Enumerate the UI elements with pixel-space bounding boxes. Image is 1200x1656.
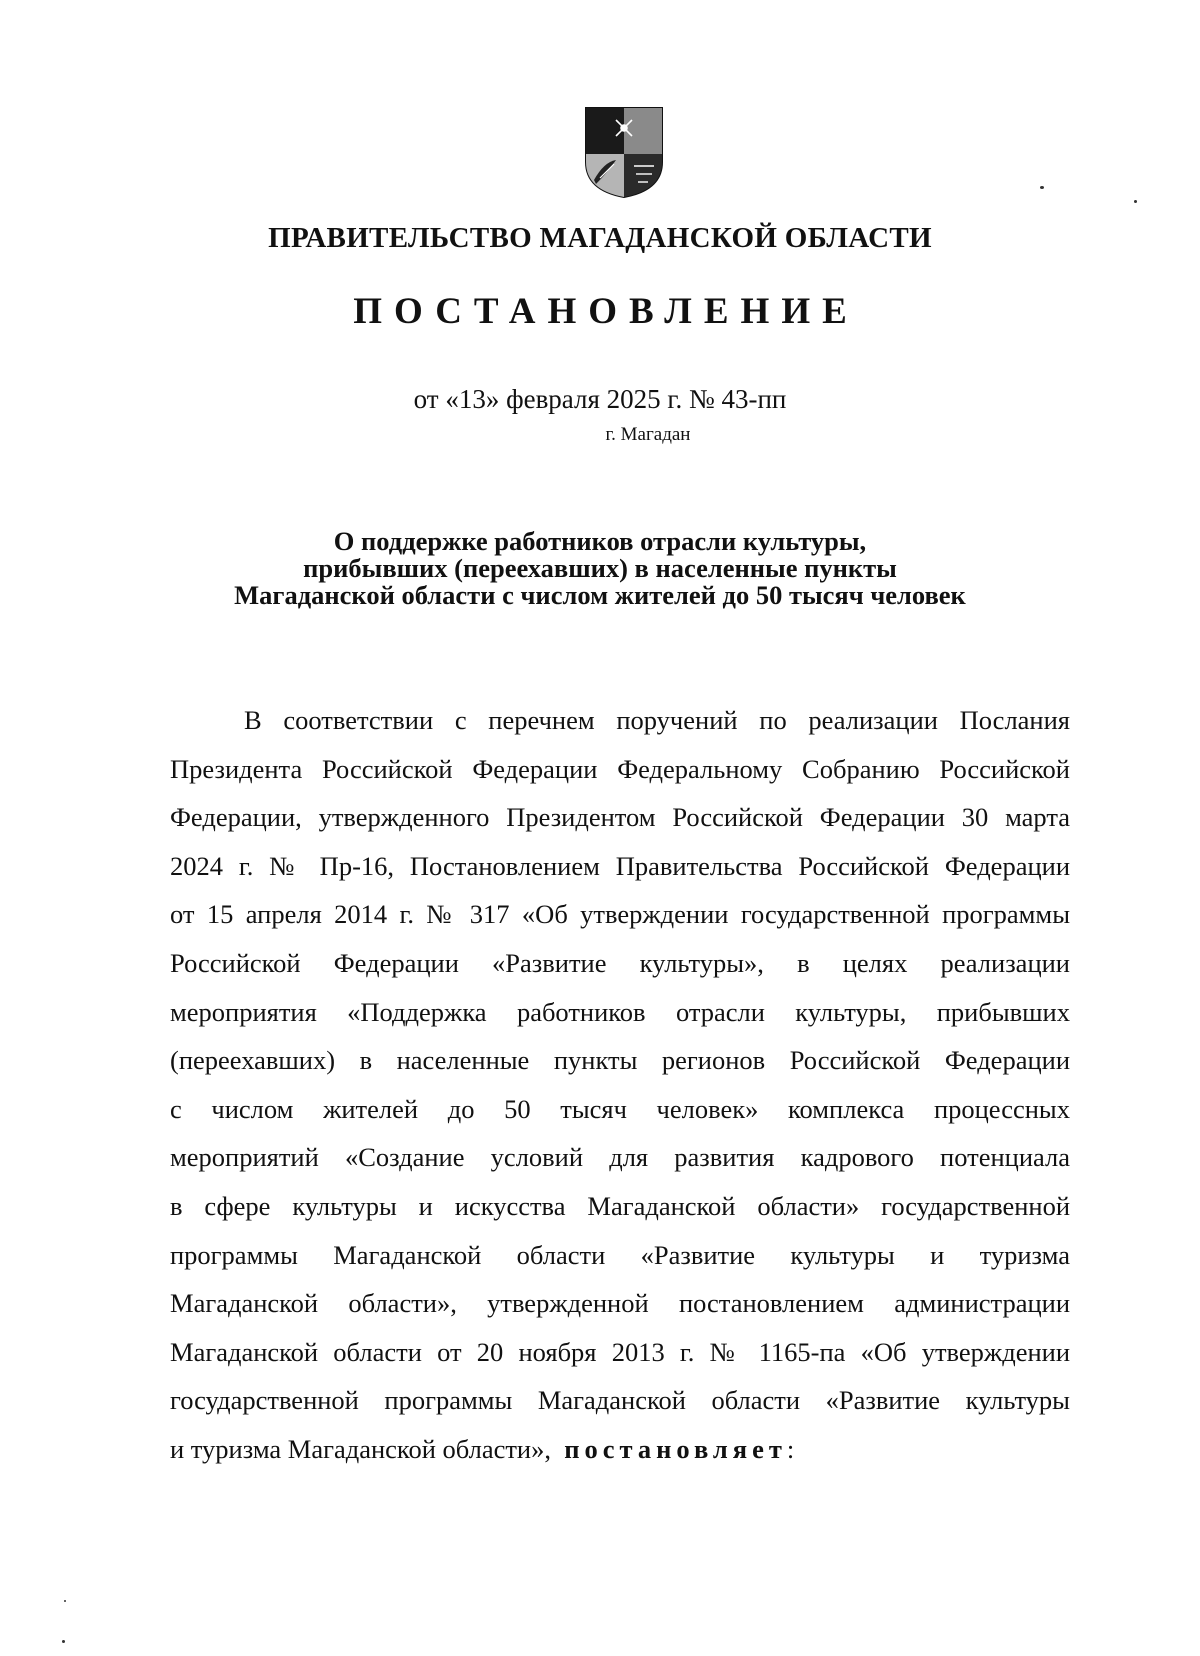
decree-word: постановляет bbox=[564, 1433, 787, 1464]
title-line: О поддержке работников отрасли культуры, bbox=[333, 526, 867, 556]
scan-speck bbox=[62, 1640, 65, 1643]
title-line: прибывших (переехавших) в населенные пункты bbox=[303, 553, 897, 583]
body-line: мероприятия «Поддержка работников отрасли культуры, прибывших bbox=[170, 996, 1070, 1027]
decree-colon: : bbox=[786, 1433, 795, 1464]
body-line: Президента Российской Федерации Федеральному Собранию Российской bbox=[170, 753, 1070, 784]
body-line: мероприятий «Создание условий для развития кадрового потенциала bbox=[170, 1142, 1070, 1173]
body-line: с числом жителей до 50 тысяч человек» комплекса процессных bbox=[170, 1093, 1070, 1124]
coat-of-arms-icon bbox=[582, 104, 666, 200]
scan-speck bbox=[64, 1600, 66, 1602]
body-line: в сфере культуры и искусства Магаданской области» государственной bbox=[170, 1190, 1070, 1221]
scan-speck bbox=[1040, 186, 1044, 189]
body-line: от 15 апреля 2014 г. № 317 «Об утверждении государственной программы bbox=[170, 899, 1070, 930]
body-last-line bbox=[170, 1425, 1070, 1474]
body-line: государственной программы Магаданской области «Развитие культуры bbox=[170, 1385, 1070, 1416]
date-and-number: от «13» февраля 2025 г. № 43-пп bbox=[413, 384, 787, 414]
body-line: Магаданской области от 20 ноября 2013 г. № 1165-па «Об утверждении bbox=[170, 1336, 1070, 1367]
body-line: (переехавших) в населенные пункты регионов Российской Федерации bbox=[170, 1045, 1070, 1076]
document-title bbox=[0, 528, 1200, 609]
city-name: г. Магадан bbox=[605, 424, 691, 445]
document-type: ПОСТАНОВЛЕНИЕ bbox=[353, 291, 859, 332]
government-name: ПРАВИТЕЛЬСТВО МАГАДАНСКОЙ ОБЛАСТИ bbox=[268, 222, 932, 254]
body-line: 2024 г. № Пр-16, Постановлением Правительства Российской Федерации bbox=[170, 850, 1070, 881]
body-line: Магаданской области», утвержденной постановлением администрации bbox=[170, 1288, 1070, 1319]
body-line: В соответствии с перечнем поручений по реализации Послания bbox=[244, 705, 1070, 735]
body-line: Федерации, утвержденного Президентом Российской Федерации 30 марта bbox=[170, 802, 1070, 833]
body-paragraph bbox=[170, 696, 1070, 1474]
body-line: программы Магаданской области «Развитие культуры и туризма bbox=[170, 1239, 1070, 1270]
scan-speck bbox=[1134, 200, 1137, 203]
title-line: Магаданской области с числом жителей до 50 тысяч человек bbox=[234, 580, 966, 610]
body-line: Российской Федерации «Развитие культуры», в целях реализации bbox=[170, 947, 1070, 978]
last-line-text: и туризма Магаданской области», bbox=[170, 1433, 551, 1464]
